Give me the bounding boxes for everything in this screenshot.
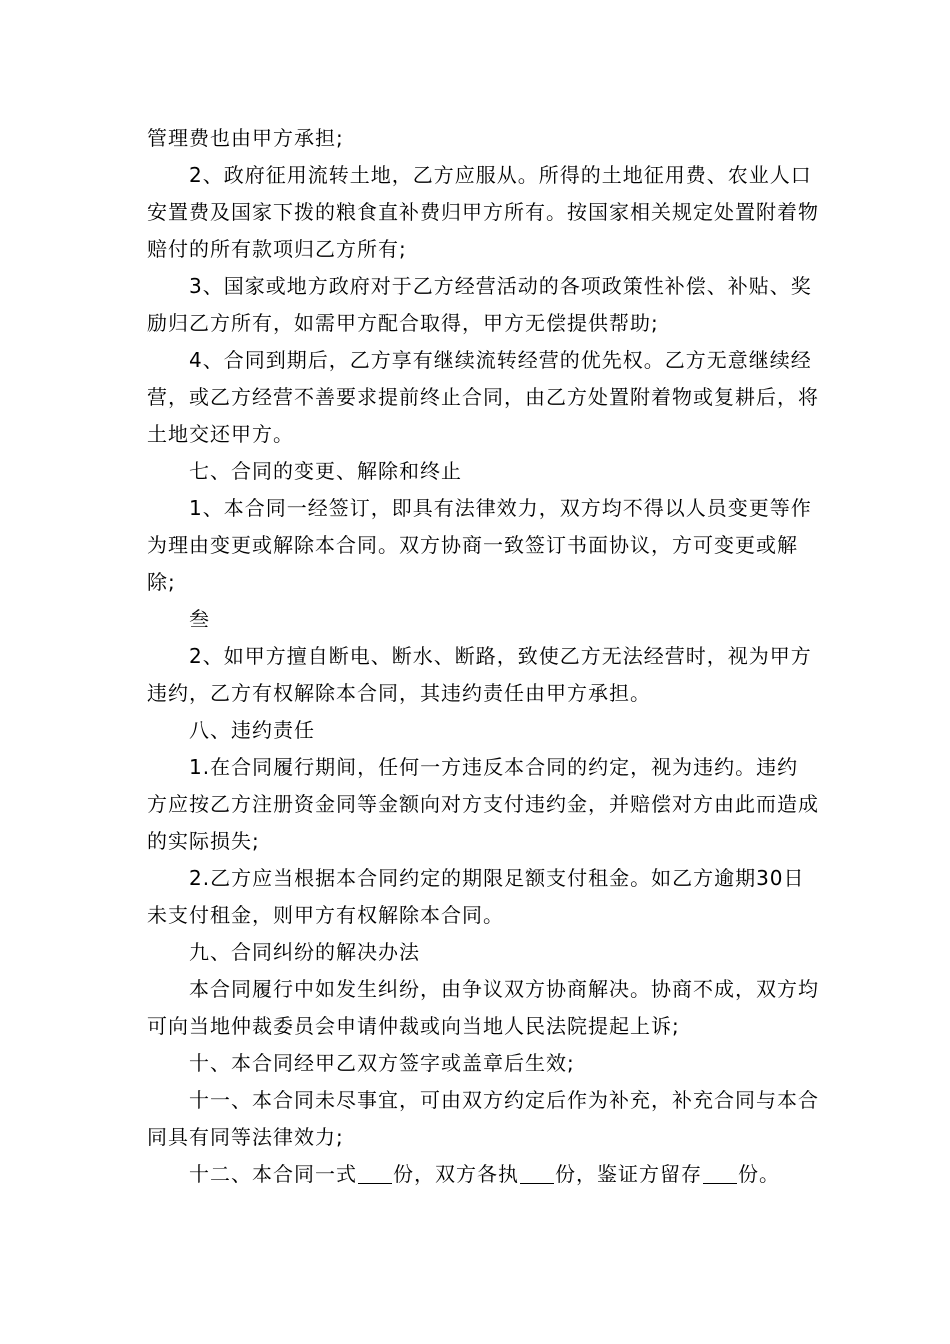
copies-total-blank <box>358 1163 392 1184</box>
paragraph-0: 管理费也由甲方承担; <box>147 126 344 150</box>
paragraph-7: 2、如甲方擅自断电、断水、断路，致使乙方无法经营时，视为甲方违约，乙方有权解除本合同，其违约责任由甲方承担。 <box>147 644 812 705</box>
paragraph-6: 叁 <box>189 607 210 631</box>
paragraph-3: 4、合同到期后，乙方享有继续流转经营的优先权。乙方无意继续经营，或乙方经营不善要求提前终止合同，由乙方处置附着物或复耕后，将土地交还甲方。 <box>147 348 819 446</box>
paragraph-9: 1.在合同履行期间，任何一方违反本合同的约定，视为违约。违约方应按乙方注册资金同等金额向对方支付违约金，并赔偿对方由此而造成的实际损失; <box>147 755 819 853</box>
section-heading-9: 九、合同纠纷的解决办法 <box>189 940 420 964</box>
copies-each-blank <box>520 1163 554 1184</box>
paragraph-14: 十一、本合同未尽事宜，可由双方约定后作为补充，补充合同与本合同具有同等法律效力; <box>147 1088 819 1149</box>
section-heading-7: 七、合同的变更、解除和终止 <box>189 459 462 483</box>
clause-text-4: 份。 <box>738 1162 780 1186</box>
copies-witness-blank <box>703 1163 737 1184</box>
clause-text-3: 份，鉴证方留存 <box>555 1162 702 1186</box>
clause-text-2: 份，双方各执 <box>393 1162 519 1186</box>
section-heading-8: 八、违约责任 <box>189 718 315 742</box>
paragraph-1: 2、政府征用流转土地，乙方应服从。所得的土地征用费、农业人口安置费及国家下拨的粮食直补费归甲方所有。按国家相关规定处置附着物赔付的所有款项归乙方所有; <box>147 163 819 261</box>
paragraph-13: 十、本合同经甲乙双方签字或盖章后生效; <box>189 1051 575 1075</box>
paragraph-10: 2.乙方应当根据本合同约定的期限足额支付租金。如乙方逾期30日未支付租金，则甲方有权解除本合同。 <box>147 866 805 927</box>
clause-text-1: 十二、本合同一式 <box>189 1162 357 1186</box>
paragraph-2: 3、国家或地方政府对于乙方经营活动的各项政策性补偿、补贴、奖励归乙方所有，如需甲方配合取得，甲方无偿提供帮助; <box>147 274 812 335</box>
paragraph-15 <box>147 1156 819 1193</box>
paragraph-5: 1、本合同一经签订，即具有法律效力，双方均不得以人员变更等作为理由变更或解除本合同。双方协商一致签订书面协议，方可变更或解除; <box>147 496 812 594</box>
paragraph-12: 本合同履行中如发生纠纷，由争议双方协商解决。协商不成，双方均可向当地仲裁委员会申请仲裁或向当地人民法院提起上诉; <box>147 977 819 1038</box>
